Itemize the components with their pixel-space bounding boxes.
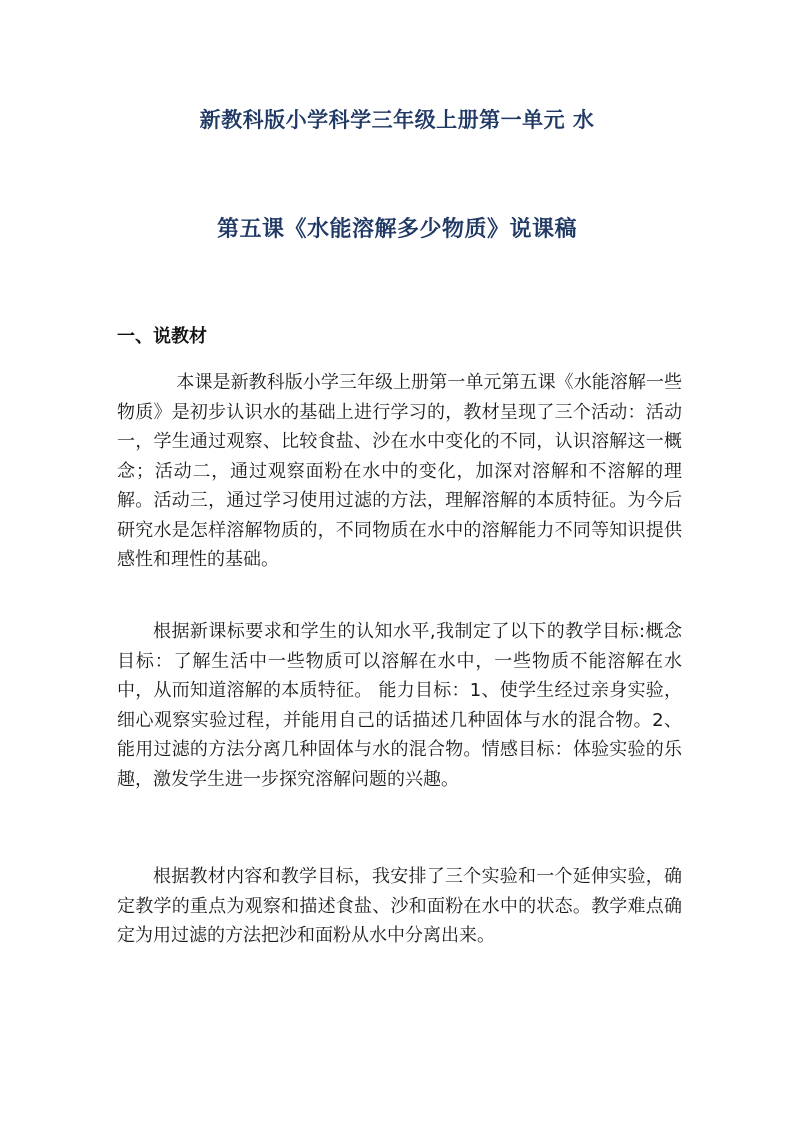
document-title-line-2: 第五课《水能溶解多少物质》说课稿	[216, 217, 577, 242]
section-heading-teaching-material: 一、说教材	[117, 326, 207, 347]
paragraph-material-overview: 本课是新教科版小学三年级上册第一单元第五课《水能溶解一些物质》是初步认识水的基础上进行学习的，教材呈现了三个活动：活动一，学生通过观察、比较食盐、沙在水中变化的不同，认识溶解这一概念；活动二，通过观察面粉在水中的变化，加深对溶解和不溶解的理解。活动三，通过学习使用过滤的方法，理解溶解的本质特征。为今后研究水是怎样溶解物质的，不同物质在水中的溶解能力不同等知识提供感性和理性的基础。	[117, 372, 682, 570]
paragraph-teaching-goals: 根据新课标要求和学生的认知水平,我制定了以下的教学目标:概念目标：了解生活中一些物质可以溶解在水中，一些物质不能溶解在水中，从而知道溶解的本质特征。 能力目标：1、使学生经过亲身实验，细心观察实验过程，并能用自己的话描述几种固体与水的混合物。2、能用过滤的方法分离几种固体与水的混合物。情感目标：体验实验的乐趣，激发学生进一步探究溶解问题的兴趣。	[117, 621, 682, 790]
paragraph-key-points: 根据教材内容和教学目标，我安排了三个实验和一个延伸实验，确定教学的重点为观察和描述食盐、沙和面粉在水中的状态。教学难点确定为用过滤的方法把沙和面粉从水中分离出来。	[117, 866, 682, 946]
document-title-line-1: 新教科版小学科学三年级上册第一单元 水	[199, 108, 595, 132]
